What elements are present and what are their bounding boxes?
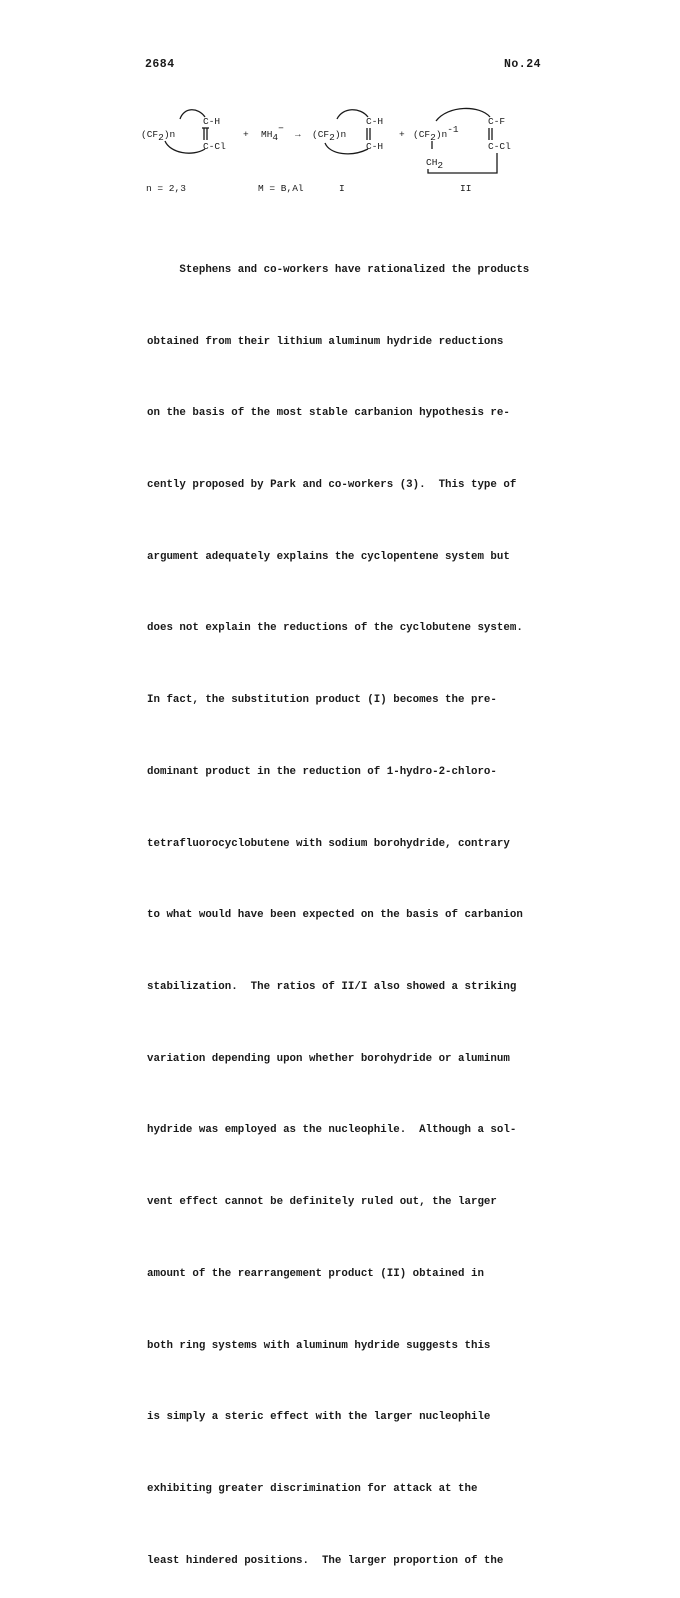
svg-text:(CF2)n-1	[413, 124, 459, 143]
body-text	[147, 211, 530, 1598]
text-line: exhibiting greater discrimination for attack at the	[147, 1483, 478, 1496]
product-II-top-group: C-F	[488, 116, 506, 127]
text-line: variation depending upon whether borohydride or aluminum	[147, 1052, 510, 1065]
label-product-I: I	[339, 183, 345, 194]
svg-text:(CF2)n	[141, 129, 175, 143]
product-II-ch2-subscript: 2	[437, 160, 444, 171]
svg-text:MH4−	[261, 123, 284, 143]
product-II-ring-subscript: 2	[430, 132, 436, 143]
journal-issue-number: No.24	[504, 58, 542, 71]
reactant-ring-subscript: 2	[158, 132, 164, 143]
reactant-ring-suffix: )n	[163, 129, 176, 140]
reaction-arrow: →	[295, 129, 301, 140]
hydride-charge: −	[278, 123, 284, 134]
reactant-bottom-group: C-Cl	[203, 141, 226, 152]
reactant-top-group: C-H	[203, 116, 221, 127]
product-I-structure	[312, 110, 383, 154]
text-line: stabilization. The ratios of II/I also showed a striking	[147, 981, 517, 993]
product-I-ring-subscript: 2	[329, 132, 335, 143]
text-line: least hindered positions. The larger proportion of the	[147, 1554, 504, 1567]
label-metal: M = B,Al	[258, 183, 304, 194]
hydride-subscript: 4	[272, 132, 279, 143]
text-line: does not explain the reductions of the cyclobutene system.	[147, 622, 523, 635]
product-II-ch2-prefix: CH	[426, 157, 438, 168]
page-number: 2684	[145, 58, 175, 71]
text-line: cently proposed by Park and co-workers (3). This type of	[147, 478, 517, 491]
reactant-structure	[141, 110, 226, 153]
text-line: Stephens and co-workers have rationalized the products	[147, 263, 530, 276]
product-II-structure	[413, 108, 511, 173]
product-I-top-group: C-H	[366, 116, 384, 127]
text-line: tetrafluorocyclobutene with sodium borohydride, contrary	[147, 837, 510, 850]
text-line: In fact, the substitution product (I) becomes the pre-	[147, 694, 497, 707]
reactant-ring-prefix: (CF	[141, 129, 159, 140]
plus-sign-1: +	[243, 129, 249, 140]
label-product-II: II	[460, 183, 472, 194]
svg-text:(CF2)n	[312, 129, 346, 143]
product-II-bottom-group: C-Cl	[488, 141, 511, 152]
text-line: amount of the rearrangement product (II) obtained in	[147, 1267, 484, 1280]
text-line: hydride was employed as the nucleophile. Although a sol-	[147, 1124, 517, 1137]
text-line: is simply a steric effect with the larger nucleophile	[147, 1411, 491, 1424]
text-line: on the basis of the most stable carbanion hypothesis re-	[147, 407, 510, 420]
product-I-ring-suffix: )n	[334, 129, 347, 140]
product-I-bottom-group: C-H	[366, 141, 384, 152]
text-line: to what would have been expected on the basis of carbanion	[147, 909, 523, 922]
svg-text:CH2	[426, 157, 443, 171]
text-line: obtained from their lithium aluminum hydride reductions	[147, 335, 504, 348]
product-II-ring-prefix: (CF	[413, 129, 431, 140]
hydride-label: MH	[261, 129, 273, 140]
text-line: argument adequately explains the cyclopentene system but	[147, 550, 510, 563]
plus-sign-2: +	[399, 129, 405, 140]
product-II-ring-suffix: )n	[435, 129, 448, 140]
text-line: both ring systems with aluminum hydride suggests this	[147, 1339, 491, 1352]
product-I-ring-prefix: (CF	[312, 129, 330, 140]
product-II-ring-superscript: -1	[447, 124, 459, 135]
reaction-scheme	[140, 103, 540, 198]
text-line: vent effect cannot be definitely ruled out, the larger	[147, 1196, 497, 1209]
label-n-values: n = 2,3	[146, 183, 186, 194]
text-line: dominant product in the reduction of 1-hydro-2-chloro-	[147, 765, 497, 778]
